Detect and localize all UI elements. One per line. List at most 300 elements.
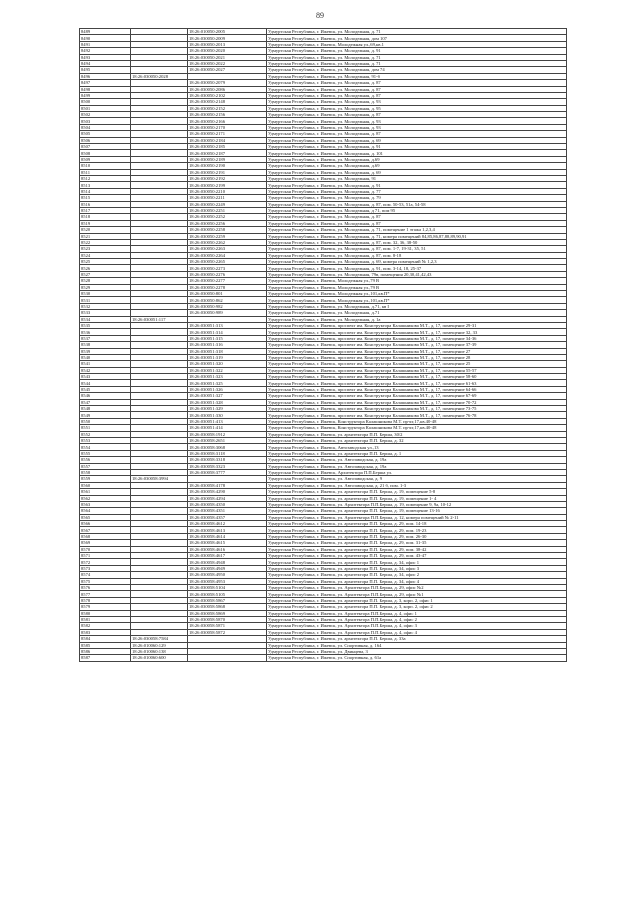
cadastral-number-premises: 18:26:030051:330 — [188, 412, 267, 418]
cadastral-number-premises: 18:26:030050:2102 — [188, 92, 267, 98]
cadastral-number-premises: 18:26:030058:4950 — [188, 572, 267, 578]
cadastral-number-premises: 18:26:030050:2021 — [188, 54, 267, 60]
cadastral-number-premises: 18:26:030050:2199 — [188, 182, 267, 188]
address: Удмуртская Республика, г. Ижевск, ул. Молодежная, д. 91 — [267, 182, 567, 188]
address: Удмуртская Республика, г. Ижевск, Молодежная ул.,79 В — [267, 278, 567, 284]
cadastral-number-premises: 18:26:030051:325 — [188, 380, 267, 386]
cadastral-number-premises: 18:26:030051:327 — [188, 393, 267, 399]
address: Удмуртская Республика, г. Ижевск, ул. архитектора П.П. Берша, д. 3, корп. 2, офис 1 — [267, 597, 567, 603]
cadastral-number-premises: 18:26:030051:314 — [188, 329, 267, 335]
cadastral-number-premises: 18:26:030050:2276 — [188, 271, 267, 277]
cadastral-number-premises: 18:26:030050:2278 — [188, 284, 267, 290]
address: Удмуртская Республика, г. Ижевск, проспект им. Конструктора Калашникова М.Т., д. 17, помещение 73-75 — [267, 406, 567, 412]
row-number: 8573 — [80, 565, 131, 571]
address: Удмуртская Республика, г. Ижевск, ул. Молодежная, д. 91, пом. 3-14, 18, 25-37 — [267, 265, 567, 271]
row-number: 8557 — [80, 463, 131, 469]
row-number: 8570 — [80, 546, 131, 552]
row-number: 8508 — [80, 150, 131, 156]
row-number: 8525 — [80, 259, 131, 265]
cadastral-number-premises: 18:26:030051:326 — [188, 386, 267, 392]
address: Удмуртская Республика, г. Ижевск, ул. архитектора П.П. Берша, д. 34, офис 3 — [267, 565, 567, 571]
address: Удмуртская Республика, г. Ижевск, ул. Молодежная, д. 87, пом. 32, 36, 38-50 — [267, 239, 567, 245]
address: Удмуртская Республика, г. Ижевск, ул. Молодежная, д. 71 — [267, 29, 567, 35]
address: Удмуртская Республика, г. Ижевск, ул. архитектора П.П. Берша, д. 29, пом. 26-30 — [267, 533, 567, 539]
address: Удмуртская Республика, г. Ижевск, ул. Молодежная, дом 74 — [267, 67, 567, 73]
cadastral-number-premises: 18:26:030051:413 — [188, 418, 267, 424]
address: Удмуртская Республика, г. Ижевск, ул. архитектора П.П. Берша, д. 29, пом. 43-47 — [267, 553, 567, 559]
address: Удмуртская Республика, г. Ижевск, ул. Молодежная, д. 69, номера помещений № 1,2,3 — [267, 259, 567, 265]
cadastral-number-premises: 18:26:030058:4351 — [188, 508, 267, 514]
address: Удмуртская Республика, г. Ижевск, проспект им. Конструктора Калашникова М.Т., д. 17, помещение 70-72 — [267, 399, 567, 405]
row-number: 8558 — [80, 469, 131, 475]
address: Удмуртская Республика, г. Ижевск, ул. Молодежная, д. 87 — [267, 92, 567, 98]
address: Удмуртская Республика, г. Ижевск, ул. Молодежная, д. 91 — [267, 144, 567, 150]
address: Удмуртская Республика, г. Ижевск, Автозаводская ул.,13 — [267, 444, 567, 450]
address: Удмуртская Республика, г. Ижевск, ул. Архитектора П.П.Берша, д. 4, офис 4 — [267, 629, 567, 635]
address: Удмуртская Республика, г. Ижевск, ул. Молодежная, д. 69 — [267, 169, 567, 175]
row-number: 8541 — [80, 361, 131, 367]
address: Удмуртская Республика, г. Ижевск, ул. архитектора П.П. Берша, д. 29, пом. 14-18 — [267, 521, 567, 527]
cadastral-number-premises: 18:26:030051:320 — [188, 361, 267, 367]
cadastral-number-premises: 18:26:030058:4614 — [188, 533, 267, 539]
row-number: 8565 — [80, 514, 131, 520]
row-number: 8540 — [80, 354, 131, 360]
address: Удмуртская Республика, г. Ижевск, проспект им. Конструктора Калашникова М.Т., д. 17, помещение 25 — [267, 361, 567, 367]
address: Удмуртская Республика, г. Ижевск, проспект им. Конструктора Калашникова М.Т., д. 17, помещение 64-66 — [267, 386, 567, 392]
row-number: 8546 — [80, 393, 131, 399]
address: Удмуртская Республика, г. Ижевск, ул. Молодежная, д. 87 — [267, 131, 567, 137]
address: Удмуртская Республика, г. Ижевск, ул. архитектора П.П. Берша, 30/2 — [267, 431, 567, 437]
row-number: 8547 — [80, 399, 131, 405]
row-number: 8498 — [80, 86, 131, 92]
row-number: 8507 — [80, 144, 131, 150]
address: Удмуртская Республика, г. Ижевск, ул. Молодежная, д. 69 — [267, 137, 567, 143]
address: Удмуртская Республика, г. Ижевск, ул. Автозаводская, д. 19а — [267, 463, 567, 469]
address: Удмуртская Республика, г. Ижевск, ул. Автозаводская, д. 9 — [267, 476, 567, 482]
address: Удмуртская Республика, г. Ижевск, ул. Молодежная, д.71, кв I — [267, 303, 567, 309]
address: Удмуртская Республика, г. Ижевск, проспект им. Конструктора Калашникова М.Т., д. 17, помещение 34-36 — [267, 335, 567, 341]
row-number: 8568 — [80, 533, 131, 539]
row-number: 8538 — [80, 342, 131, 348]
address: Удмуртская Республика, г. Ижевск, ул. Архитектора П.П.Берша, д. 4, офис 1 — [267, 610, 567, 616]
cadastral-number-premises: 18:26:030050:801 — [188, 291, 267, 297]
cadastral-number-premises: 18:26:030050:2184 — [188, 137, 267, 143]
row-number: 8555 — [80, 450, 131, 456]
address: Удмуртская Республика, г. Ижевск, ул. Молодежная, д. 87 — [267, 86, 567, 92]
row-number: 8553 — [80, 438, 131, 444]
row-number: 8574 — [80, 572, 131, 578]
cadastral-number-premises: 18:26:030050:2027 — [188, 67, 267, 73]
address: Удмуртская Республика, г. Ижевск, ул. Архитектора П.П.Берша, д. 19, помещение 9, 9а, 10-12 — [267, 501, 567, 507]
row-number: 8504 — [80, 124, 131, 130]
address: Удмуртская Республика, г. Ижевск, ул. Двинцева, 3 — [267, 648, 567, 654]
row-number: 8543 — [80, 374, 131, 380]
address: Удмуртская Республика, г. Ижевск, ул. Молодежная, д. 93 — [267, 99, 567, 105]
address: Удмуртская Республика, г. Ижевск, проспект им. Конструктора Калашникова М.Т., д. 17, помещение 67-69 — [267, 393, 567, 399]
row-number: 8545 — [80, 386, 131, 392]
address: Удмуртская Республика, г. Ижевск, ул. архитектора П.П. Берша, д. 32 — [267, 438, 567, 444]
cadastral-number-premises: 18:26:030058:4615 — [188, 540, 267, 546]
cadastral-number-premises: 18:26:030058:4357 — [188, 514, 267, 520]
cadastral-number-premises: 18:26:030050:2190 — [188, 163, 267, 169]
cadastral-number-premises: 18:26:030051:315 — [188, 335, 267, 341]
row-number: 8510 — [80, 163, 131, 169]
address: Удмуртская Республика, г. Ижевск, ул. Молодежная, д. 71, номера помещений 84,85,86,87,88,89,90,91 — [267, 233, 567, 239]
address: Удмуртская Республика, г. Ижевск, ул. Молодежная, д. 1а — [267, 316, 567, 322]
row-number: 8550 — [80, 418, 131, 424]
cadastral-number-premises — [188, 655, 267, 661]
row-number: 8515 — [80, 195, 131, 201]
cadastral-number-premises: 18:26:030050:2020 — [188, 48, 267, 54]
cadastral-number-premises: 18:26:030050:2185 — [188, 144, 267, 150]
cadastral-number-premises: 18:26:030051:328 — [188, 399, 267, 405]
cadastral-number-premises: 18:26:030050:862 — [188, 297, 267, 303]
address: Удмуртская Республика, г. Ижевск, ул. Молодежная, д. 77 — [267, 188, 567, 194]
row-number: 8497 — [80, 80, 131, 86]
cadastral-number-premises: 18:26:030058:1912 — [188, 431, 267, 437]
row-number: 8509 — [80, 156, 131, 162]
address: Удмуртская Республика, г. Ижевск, Молодежная ул.,69,кв.1 — [267, 41, 567, 47]
row-number: 8523 — [80, 246, 131, 252]
address: Удмуртская Республика, г. Ижевск, ул. Молодежная, д. 87 — [267, 214, 567, 220]
row-number: 8526 — [80, 265, 131, 271]
address: Удмуртская Республика, г. Ижевск, ул. Молодежная, 91 — [267, 175, 567, 181]
row-number: 8495 — [80, 67, 131, 73]
address: Удмуртская Республика, г. Ижевск, проспект им. Конструктора Калашникова М.Т., д. 17, помещение 58-60 — [267, 374, 567, 380]
row-number: 8493 — [80, 54, 131, 60]
address: Удмуртская Республика, г. Ижевск, ул. Автозаводская, д. 21 б, пом. 1-3 — [267, 482, 567, 488]
cadastral-number-building: 18:26:010060:138 — [131, 648, 188, 654]
address: Удмуртская Республика, г. Ижевск, ул. архитектора П.П. Берша, д. 29, пом. 31-35 — [267, 540, 567, 546]
row-number: 8571 — [80, 553, 131, 559]
address: Удмуртская Республика, г. Ижевск, ул. архитектора П.П. Берша, д. 19, помещение 5-8 — [267, 489, 567, 495]
cadastral-number-premises: 18:26:030051:318 — [188, 348, 267, 354]
cadastral-number-premises: 18:26:030051:319 — [188, 354, 267, 360]
row-number: 8585 — [80, 642, 131, 648]
address: Удмуртская Республика, г. Ижевск, ул. Молодежная, д. 87 — [267, 112, 567, 118]
address: Удмуртская Республика, г. Ижевск, проспект им. Конструктора Калашникова М.Т., д. 17, помещение 32, 33 — [267, 329, 567, 335]
row-number: 8505 — [80, 131, 131, 137]
cadastral-number-premises: 18:26:030050:2152 — [188, 105, 267, 111]
cadastral-number-premises: 18:26:030050:2156 — [188, 112, 267, 118]
cadastral-number-premises: 18:26:030058:5105 — [188, 591, 267, 597]
cadastral-number-premises: 18:26:030050:2252 — [188, 214, 267, 220]
row-number: 8502 — [80, 112, 131, 118]
row-number: 8579 — [80, 604, 131, 610]
row-number: 8522 — [80, 239, 131, 245]
row-number: 8514 — [80, 188, 131, 194]
table-body — [80, 29, 567, 662]
row-number: 8537 — [80, 335, 131, 341]
address: Удмуртская Республика, г. Ижевск, ул. архитектора П.П. Берша, д. 34, офис 4 — [267, 578, 567, 584]
table-row — [80, 655, 567, 661]
row-number: 8533 — [80, 310, 131, 316]
address: Удмуртская Республика, г. Ижевск, ул. Молодежная, д. 71, помещение 1 этажа 1,2,3,4 — [267, 227, 567, 233]
address: Удмуртская Республика, г. Ижевск, Молодежная ул.,101,кв.П* — [267, 291, 567, 297]
cadastral-number-premises: 18:26:030058:4178 — [188, 482, 267, 488]
cadastral-number-premises: 18:26:030058:3068 — [188, 444, 267, 450]
cadastral-number-premises: 18:26:030058:5871 — [188, 623, 267, 629]
row-number: 8569 — [80, 540, 131, 546]
cadastral-number-building: 18:26:030058:3994 — [131, 476, 188, 482]
row-number: 8576 — [80, 584, 131, 590]
cadastral-number-premises: 18:26:030050:2273 — [188, 265, 267, 271]
cadastral-number-premises: 18:26:030050:2086 — [188, 86, 267, 92]
row-number: 8530 — [80, 291, 131, 297]
address: Удмуртская Республика, г. Ижевск, ул. архитектора П.П. Берша, д. 19, помещение 1- 4 — [267, 495, 567, 501]
row-number: 8536 — [80, 329, 131, 335]
row-number: 8499 — [80, 92, 131, 98]
row-number: 8580 — [80, 610, 131, 616]
cadastral-number-premises: 18:26:030058:4953 — [188, 578, 267, 584]
address: Удмуртская Республика, г. Ижевск, ул. архитектора П.П. Берша, д. 29, пом. 19-23 — [267, 527, 567, 533]
address: Удмуртская Республика, г. Ижевск, ул. Молодежная, д.71 — [267, 310, 567, 316]
row-number: 8516 — [80, 201, 131, 207]
address: Удмуртская Республика, г. Ижевск, ул. Молодежная, д. 79 — [267, 195, 567, 201]
row-number: 8528 — [80, 278, 131, 284]
cadastral-number-premises: 18:26:030058:4290 — [188, 489, 267, 495]
cadastral-number-premises: 18:26:030050:2022 — [188, 60, 267, 66]
cadastral-number-premises: 18:26:030058:5867 — [188, 597, 267, 603]
cadastral-number-premises: 18:26:030058:3118 — [188, 450, 267, 456]
cadastral-number-premises: 18:26:030050:2166 — [188, 118, 267, 124]
address: Удмуртская Республика, г. Ижевск, проспект им. Конструктора Калашникова М.Т., д. 17, помещение 61-63 — [267, 380, 567, 386]
address: Удмуртская Республика, г. Ижевск, ул. Молодежная, д. 95 — [267, 105, 567, 111]
cadastral-number-premises: 18:26:030051:329 — [188, 406, 267, 412]
row-number: 8581 — [80, 616, 131, 622]
address: Удмуртская Республика, г. Ижевск, Конструктора Калашникова М.Т. пр-кт,17,кв.40-48 — [267, 418, 567, 424]
cadastral-number-premises: 18:26:030050:2262 — [188, 239, 267, 245]
address: Удмуртская Республика, г. Ижевск, ул. архитектора П.П. Берша, д. 1 — [267, 450, 567, 456]
cadastral-number-premises: 18:26:030050:2170 — [188, 124, 267, 130]
address: Удмуртская Республика, г. Ижевск, ул. архитектора П.П. Берша, д. 34, офис 1 — [267, 559, 567, 565]
row-number: 8572 — [80, 559, 131, 565]
row-number: 8551 — [80, 425, 131, 431]
address: Удмуртская Республика, г. Ижевск, ул. Автозаводская, д. 19а — [267, 457, 567, 463]
row-number: 8566 — [80, 521, 131, 527]
cadastral-number-premises: 18:26:030058:4948 — [188, 559, 267, 565]
cadastral-number-premises: 18:26:030050:982 — [188, 303, 267, 309]
cadastral-number-premises: 18:26:030058:3323 — [188, 463, 267, 469]
address: Удмуртская Республика, г. Ижевск, ул. Молодежная, д. 87 — [267, 80, 567, 86]
address: Удмуртская Республика, г. Ижевск, ул. Молодежная, 79в, помещения 20,30,41,42,43 — [267, 271, 567, 277]
row-number: 8512 — [80, 175, 131, 181]
row-number: 8575 — [80, 578, 131, 584]
row-number: 8582 — [80, 623, 131, 629]
address: Удмуртская Республика, г. Ижевск, ул. Молодежная, д. 87, пом. 50-53, 51а, 54-58 — [267, 201, 567, 207]
address: Удмуртская Республика, г. Ижевск, ул. Архитектора П.П.Берша, д. 12, номера помещений № 2-11 — [267, 514, 567, 520]
address: Удмуртская Республика, г. Ижевск, ул. Архитектора П.П.Берша, д. 4, офис 3 — [267, 623, 567, 629]
row-number: 8534 — [80, 316, 131, 322]
cadastral-number-premises: 18:26:030050:2192 — [188, 175, 267, 181]
property-register-table — [79, 28, 567, 662]
address: Удмуртская Республика, г. Ижевск, ул. Молодежная, д. 87 — [267, 220, 567, 226]
address: Удмуртская Республика, г. Ижевск, ул. Молодежная, д. 101 — [267, 150, 567, 156]
address: Удмуртская Республика, г. Ижевск, Архитектора П.П.Берша ул. — [267, 469, 567, 475]
cadastral-number-premises: 18:26:030050:2009 — [188, 35, 267, 41]
row-number: 8513 — [80, 182, 131, 188]
address: Удмуртская Республика, г. Ижевск, ул. Спортивная, д. 61а — [267, 655, 567, 661]
row-number: 8511 — [80, 169, 131, 175]
address: Удмуртская Республика, г. Ижевск, ул. Молодежная, д. 71 — [267, 60, 567, 66]
cadastral-number-premises: 18:26:030050:2264 — [188, 252, 267, 258]
row-number: 8517 — [80, 207, 131, 213]
row-number: 8587 — [80, 655, 131, 661]
row-number: 8544 — [80, 380, 131, 386]
cadastral-number-premises: 18:26:030050:2265 — [188, 259, 267, 265]
row-number: 8519 — [80, 220, 131, 226]
row-number: 8584 — [80, 636, 131, 642]
cadastral-number-premises: 18:26:030058:5868 — [188, 604, 267, 610]
row-number: 8561 — [80, 489, 131, 495]
cadastral-number-premises: 18:26:030058:3777 — [188, 469, 267, 475]
cadastral-number-premises: 18:26:030058:3318 — [188, 457, 267, 463]
address: Удмуртская Республика, г. Ижевск, ул. архитектора П.П. Берша, д. 19, помещение 13-16 — [267, 508, 567, 514]
row-number: 8503 — [80, 118, 131, 124]
cadastral-number-premises: 18:26:030050:2277 — [188, 278, 267, 284]
cadastral-number-premises: 18:26:030051:414 — [188, 425, 267, 431]
address: Удмуртская Республика, г. Ижевск, проспект им. Конструктора Калашникова М.Т., д. 17, помещение 37-39 — [267, 342, 567, 348]
cadastral-number-premises: 18:26:030050:2079 — [188, 80, 267, 86]
address: Удмуртская Республика, г. Ижевск, ул. Молодежная, дом 107 — [267, 35, 567, 41]
row-number: 8520 — [80, 227, 131, 233]
address: Удмуртская Республика, г. Ижевск, ул. архитектора П.П. Берша, д. 33а — [267, 636, 567, 642]
row-number: 8560 — [80, 482, 131, 488]
cadastral-number-building: 18:26:030058:7584 — [131, 636, 188, 642]
address: Удмуртская Республика, г. Ижевск, Молодежная ул.,101,кв.П* — [267, 297, 567, 303]
address: Удмуртская Республика, г. Ижевск, Конструктора Калашникова М.Т. пр-кт,17,кв.40-48 — [267, 425, 567, 431]
cadastral-number-premises: 18:26:030050:2259 — [188, 233, 267, 239]
row-number: 8501 — [80, 105, 131, 111]
row-number: 8529 — [80, 284, 131, 290]
row-number: 8567 — [80, 527, 131, 533]
address: Удмуртская Республика, г. Ижевск, ул. Молодежная, д. 87, пом. 8-18 — [267, 252, 567, 258]
cadastral-number-premises: 18:26:030050:2013 — [188, 41, 267, 47]
row-number: 8491 — [80, 41, 131, 47]
cadastral-number-premises: 18:26:030051:322 — [188, 367, 267, 373]
cadastral-number-premises: 18:26:030058:4949 — [188, 565, 267, 571]
row-number: 8500 — [80, 99, 131, 105]
cadastral-number-premises: 18:26:030050:2210 — [188, 188, 267, 194]
row-number: 8562 — [80, 495, 131, 501]
row-number: 8542 — [80, 367, 131, 373]
address: Удмуртская Республика, г. Ижевск, ул. архитектора П.П. Берша, д. 29, пом. 38-42 — [267, 546, 567, 552]
address: Удмуртская Республика, г. Ижевск, проспект им. Конструктора Калашникова М.Т., д. 17, помещение 28 — [267, 354, 567, 360]
row-number: 8564 — [80, 508, 131, 514]
cadastral-number-building: 18:26:010060:600 — [131, 655, 188, 661]
cadastral-number-premises: 18:26:030058:4613 — [188, 527, 267, 533]
address: Удмуртская Республика, г. Ижевск, ул. Молодежная, д. 87, пом. 1-7, 19-31, 35, 51 — [267, 246, 567, 252]
row-number: 8583 — [80, 629, 131, 635]
cadastral-number-premises: 18:26:030058:4617 — [188, 553, 267, 559]
cadastral-number-premises: 18:26:030050:2263 — [188, 246, 267, 252]
row-number: 8549 — [80, 412, 131, 418]
cadastral-number-premises: 18:26:030050:2249 — [188, 201, 267, 207]
address: Удмуртская Республика, г. Ижевск, проспект им. Конструктора Калашникова М.Т., д. 17, помещение 76-78 — [267, 412, 567, 418]
address: Удмуртская Республика, г. Ижевск, ул. Молодежная, д 71, пом 95 — [267, 207, 567, 213]
address: Удмуртская Республика, г. Ижевск, проспект им. Конструктора Калашникова М.Т., д. 17, помещение 29-31 — [267, 322, 567, 328]
address: Удмуртская Республика, г. Ижевск, ул. Молодежная, 91-б — [267, 73, 567, 79]
page-number: 89 — [316, 11, 324, 20]
address: Удмуртская Республика, г. Ижевск, ул. архитектора П.П. Берша, д. 34, офис 2 — [267, 572, 567, 578]
row-number: 8531 — [80, 297, 131, 303]
cadastral-number-building: 18:26:030050:2028 — [131, 73, 188, 79]
row-number: 8563 — [80, 501, 131, 507]
row-number: 8518 — [80, 214, 131, 220]
row-number: 8577 — [80, 591, 131, 597]
cadastral-number-premises: 18:26:030050:2251 — [188, 207, 267, 213]
row-number: 8496 — [80, 73, 131, 79]
cadastral-number-premises: 18:26:010050:2005 — [188, 29, 267, 35]
address: Удмуртская Республика, г. Ижевск, ул. Архитектора П.П.Берша, д. 4, офис 2 — [267, 616, 567, 622]
cadastral-number-premises: 18:26:030050:2258 — [188, 227, 267, 233]
cadastral-number-premises: 18:26:030050:2187 — [188, 150, 267, 156]
row-number: 8492 — [80, 48, 131, 54]
cadastral-number-premises: 18:26:030051:316 — [188, 342, 267, 348]
row-number: 8578 — [80, 597, 131, 603]
address: Удмуртская Республика, г. Ижевск, проспект им. Конструктора Калашникова М.Т., д. 17, помещения 55-57 — [267, 367, 567, 373]
cadastral-number-premises: 18:26:030058:4616 — [188, 546, 267, 552]
address: Удмуртская Республика, г. Ижевск, ул. Молодежная, д. 91 — [267, 48, 567, 54]
address: Удмуртская Республика, г. Ижевск, Молодежная ул.,79 В — [267, 284, 567, 290]
cadastral-number-premises: 18:26:030058:4612 — [188, 521, 267, 527]
cadastral-number-premises: 18:26:030051:323 — [188, 374, 267, 380]
row-number: 8559 — [80, 476, 131, 482]
row-number: 8506 — [80, 137, 131, 143]
row-number: 8527 — [80, 271, 131, 277]
row-number: 8489 — [80, 29, 131, 35]
row-number: 8552 — [80, 431, 131, 437]
row-number: 8490 — [80, 35, 131, 41]
cadastral-number-premises: 18:26:030050:2171 — [188, 131, 267, 137]
cadastral-number-premises: 18:26:030051:313 — [188, 322, 267, 328]
cadastral-number-premises: 18:26:030050:989 — [188, 310, 267, 316]
cadastral-number-building: 18:26:010060:129 — [131, 642, 188, 648]
cadastral-number-building: 18:26:030051:117 — [131, 316, 188, 322]
address: Удмуртская Республика, г. Ижевск, ул. Архитектора П.П.Берша, д. 29, офис №1 — [267, 591, 567, 597]
row-number: 8532 — [80, 303, 131, 309]
cadastral-number-premises: 18:26:030050:2191 — [188, 169, 267, 175]
cadastral-number-premises: 18:26:030050:2211 — [188, 195, 267, 201]
address: Удмуртская Республика, г. Ижевск, ул. Молодежная, д.69 — [267, 156, 567, 162]
row-number: 8524 — [80, 252, 131, 258]
address: Удмуртская Республика, г. Ижевск, ул. архитектора П.П. Берша, д. 3, корп. 2, офис 2 — [267, 604, 567, 610]
cadastral-number-premises: 18:26:030058:4350 — [188, 501, 267, 507]
cadastral-number-premises: 18:26:030050:2189 — [188, 156, 267, 162]
address: Удмуртская Республика, г. Ижевск, ул. Молодежная, д.69 — [267, 163, 567, 169]
cadastral-number-premises: 18:26:030058:5869 — [188, 610, 267, 616]
cadastral-number-premises: 18:26:030058:5870 — [188, 616, 267, 622]
row-number: 8586 — [80, 648, 131, 654]
cadastral-number-premises: 18:26:030058:5104 — [188, 584, 267, 590]
cadastral-number-premises: 18:26:030050:2148 — [188, 99, 267, 105]
address: Удмуртская Республика, г. Ижевск, ул. Молодежная, д. 71 — [267, 54, 567, 60]
row-number: 8535 — [80, 322, 131, 328]
row-number: 8494 — [80, 60, 131, 66]
address: Удмуртская Республика, г. Ижевск, ул. Молодежная, д. 93 — [267, 118, 567, 124]
cadastral-number-premises: 18:26:030058:2651 — [188, 438, 267, 444]
cadastral-number-premises: 18:26:030058:4294 — [188, 495, 267, 501]
row-number: 8556 — [80, 457, 131, 463]
cadastral-number-premises: 18:26:030050:2256 — [188, 220, 267, 226]
row-number: 8521 — [80, 233, 131, 239]
row-number: 8554 — [80, 444, 131, 450]
address: Удмуртская Республика, г. Ижевск, ул. Молодежная, д. 93 — [267, 124, 567, 130]
address: Удмуртская Республика, г. Ижевск, проспект им. Конструктора Калашникова М.Т., д. 17, помещение 27 — [267, 348, 567, 354]
row-number: 8539 — [80, 348, 131, 354]
address: Удмуртская Республика, г. Ижевск, ул. Архитектора П.П.Берша, д. 29, офис №2 — [267, 584, 567, 590]
row-number: 8548 — [80, 406, 131, 412]
